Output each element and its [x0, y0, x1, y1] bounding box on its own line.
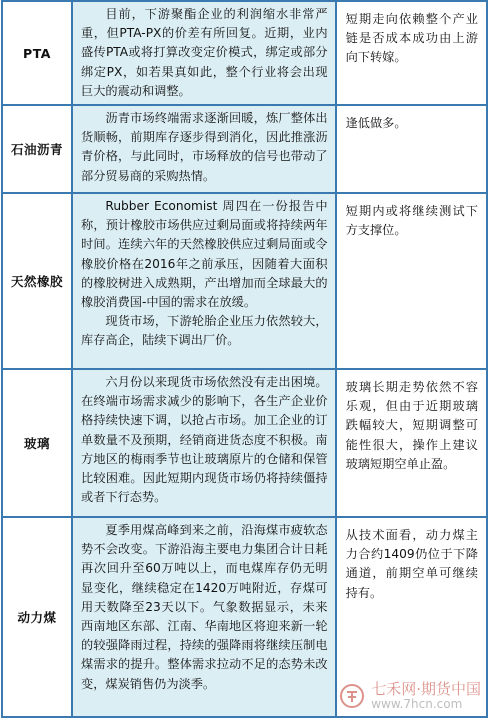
- commentary-paragraph: 六月份以来现货市场依然没有走出困境。在终端市场需求减少的影响下，各生产企业价格持续快速下调，以抢占市场。加工企业的订单数量不及预期，经销商进货态度不积极。南方地区的梅雨季节也让玻璃原片的仓储和保管比较困难。因此短期内现货市场仍将持续僵持或者下行态势。: [81, 375, 328, 505]
- commodity-name: PTA: [2, 1, 72, 105]
- outlook-cell: [336, 1, 487, 105]
- outlook-cell: [336, 369, 487, 517]
- market-commentary: [73, 2, 335, 103]
- market-commentary-cell: [72, 105, 336, 193]
- market-commentary: [73, 370, 335, 509]
- commentary-paragraph: 沥青市场终端需求逐渐回暖，炼厂整体出货顺畅，前期库存逐步得到消化，因此推涨沥青价格，与此同时，市场释放的信号也带动了部分贸易商的采购热情。: [81, 111, 328, 183]
- market-commentary-cell: [72, 193, 336, 369]
- outlook-text: 短期走向依赖整个产业链是否成本成功由上游向下转嫁。: [345, 12, 478, 65]
- market-commentary-cell: [72, 1, 336, 105]
- commodity-analysis-table: [1, 0, 488, 718]
- outlook-text: 逢低做多。: [345, 116, 407, 130]
- table-row: [2, 193, 487, 369]
- table-row: [2, 369, 487, 517]
- outlook-text: 从技术面看，动力煤主力合约1409仍位于下降通道，前期空单可继续持有。: [345, 528, 478, 600]
- commodity-name: 石油沥青: [2, 105, 72, 193]
- commodity-name: 天然橡胶: [2, 193, 72, 369]
- watermark-title: 七禾网·期货中国: [371, 680, 481, 699]
- commentary-paragraph: 现货市场，下游轮胎企业压力依然较大，库存高企，陆续下调出厂价。: [81, 314, 328, 348]
- outlook-cell: [336, 517, 487, 717]
- outlook-text: 玻璃长期走势依然不容乐观，但由于近期玻璃跌幅较大，短期调整可能性很大，操作上建议玻璃短期空单止盈。: [345, 380, 478, 471]
- market-commentary-cell: [72, 517, 336, 717]
- table-row: [2, 105, 487, 193]
- outlook-cell: [336, 105, 487, 193]
- commentary-paragraph: Rubber Economist 周四在一份报告中称，预计橡胶市场供应过剩局面或将持续两年时间。连续六年的天然橡胶供应过剩局面或令橡胶价格在2016年之前承压，因随着大面积的橡胶树进入成熟期，产出增加而全球最大的橡胶消费国-中国的需求在放缓。: [81, 199, 328, 310]
- commodity-name: 玻璃: [2, 369, 72, 517]
- outlook-cell: [336, 193, 487, 369]
- table-row: [2, 1, 487, 105]
- commodity-name: 动力煤: [2, 517, 72, 717]
- market-commentary: [73, 518, 335, 696]
- commentary-paragraph: 目前，下游聚酯企业的利润缩水非常严重，但PTA-PX的价差有所回复。近期，业内盛传PTA或将打算改变定价模式，绑定或部分绑定PX，如若果真如此，整个行业将会出现巨大的震动和调整。: [81, 7, 328, 98]
- outlook-text: 短期内或将继续测试下方支撑位。: [345, 204, 478, 238]
- watermark-url: www.7hcn.com: [371, 696, 463, 711]
- market-commentary: [73, 106, 335, 188]
- commentary-paragraph: 夏季用煤高峰到来之前，沿海煤市疲软态势不会改变。下游沿海主要电力集团合计日耗再次回升至60万吨以上，而电煤库存仍无明显变化，继续稳定在1420万吨附近，存煤可用天数降至23天以下。气象数据显示，未来西南地区东部、江南、华南地区将迎来新一轮的较强降雨过程，持续的强降雨将继续压制电煤需求的提升。整体需求拉动不足的态势未改变，煤炭销售仍为淡季。: [81, 523, 328, 691]
- market-commentary-cell: [72, 369, 336, 517]
- table-row: [2, 517, 487, 717]
- market-commentary: [73, 194, 335, 353]
